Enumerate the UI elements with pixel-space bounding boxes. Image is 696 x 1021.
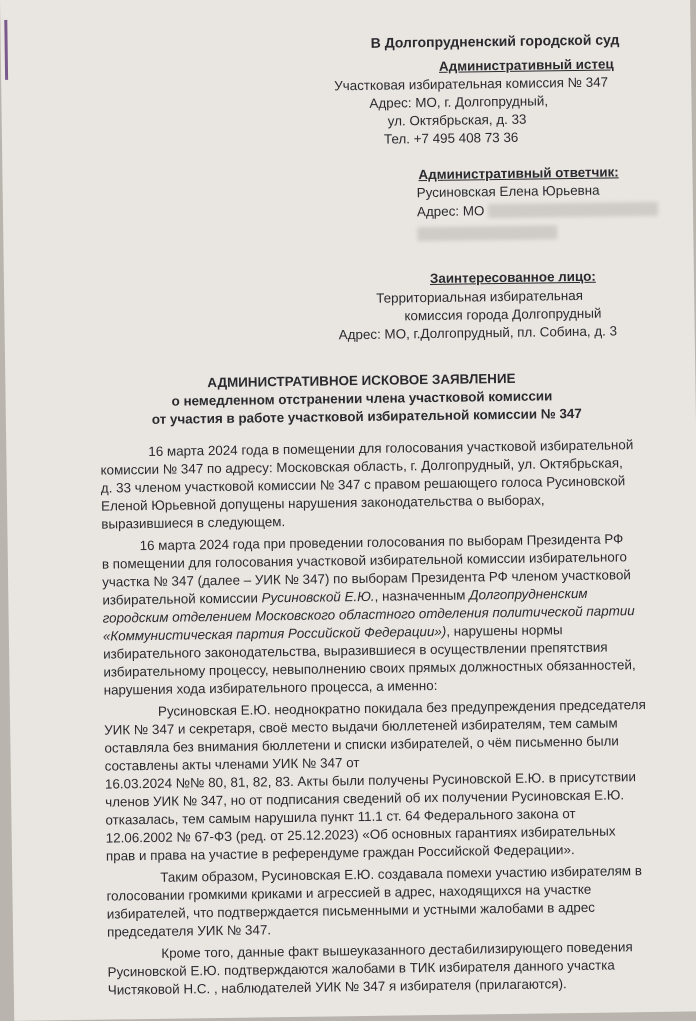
plaintiff-address-1: Адрес: МО, г. Долгопрудный, (369, 93, 549, 111)
doc-title: АДМИНИСТРАТИВНОЕ ИСКОВОЕ ЗАЯВЛЕНИЕ (207, 370, 516, 391)
plaintiff-phone: Тел. +7 495 408 73 36 (383, 129, 519, 147)
interested-name-1: Территориальная избирательная (376, 287, 584, 306)
p2-line-8: избирательному процессу, невыполнению своих прямых должностных обязанностей, (103, 657, 636, 680)
interested-name-2: комиссия города Долгопрудный (404, 305, 602, 324)
redacted-block (488, 202, 658, 218)
plaintiff-address-2: ул. Октябрьская, д. 33 (387, 111, 527, 129)
interested-label: Заинтересованное лицо: (429, 268, 596, 287)
margin-mark (4, 20, 8, 80)
p1-line-4: Еленой Юрьевной допущены нарушения законодательства о выборах, (100, 492, 545, 514)
p2-line-3: участка № 347 (далее – УИК № 347) по выборам Президента РФ членом участковой (102, 567, 631, 590)
p3-line-4: составлены акты членами УИК № 347 от (104, 755, 360, 774)
defendant-name: Русиновская Елена Юрьевна (416, 182, 600, 201)
court-name: В Долгопрудненский городской суд (370, 31, 620, 51)
p4-line-3: избирателей, что подтверждается письменными и устными жалобами в адрес (106, 899, 596, 922)
p3-line-9: прав и права на участие в референдуме граждан Российской Федерации». (105, 842, 575, 864)
p1-line-1: 16 марта 2024 года в помещении для голосования участковой избирательной (148, 437, 634, 459)
p2-line-9: нарушения хода избирательного процесса, а именно: (103, 677, 438, 698)
p3-line-1: Русиновская Е.Ю. неоднократно покидала без предупреждения председателя (157, 697, 646, 719)
p5-line-3: Чистяковой Н.С. , наблюдателей УИК № 347 я избирателя (прилагаются). (107, 976, 567, 998)
p2-line-6: «Коммунистическая партия Российской Федерации»), нарушены нормы (102, 622, 563, 644)
p2-line-1: 16 марта 2024 года при проведении голосования по выборам Президента РФ (139, 531, 624, 554)
p2-line-4: избирательной комиссии Русиновской Е.Ю., назначенным Долгопрудненским (102, 585, 588, 608)
p3-line-5: 16.03.2024 №№ 80, 81, 82, 83. Акты были получены Русиновской Е.Ю. в присутствии (104, 769, 637, 792)
p2-line-5: городским отделением Московского областного отделения политической партии (102, 603, 635, 626)
p3-line-7: отказалась, тем самым нарушила пункт 11.1 ст. 64 Федерального закона от (105, 806, 576, 828)
p4-line-4: председателя УИК № 347. (106, 922, 272, 940)
defendant-address: Адрес: МО (417, 201, 658, 220)
p1-line-5: выразившиеся в следующем. (101, 514, 286, 532)
plaintiff-label: Административный истец (438, 56, 614, 74)
p4-line-1: Таким образом, Русиновская Е.Ю. создавала помехи участию избирателям в (160, 863, 642, 885)
p2-line-7: избирательного законодательства, выразившиеся в осуществлении препятствия (103, 639, 608, 662)
doc-subtitle-2: от участия в работе участковой избирательной комиссии № 347 (151, 405, 582, 427)
interested-address: Адрес: МО, г.Долгопрудный, пл. Собина, д. 3 (338, 323, 618, 343)
p3-line-8: 12.06.2002 № 67-ФЗ (ред. от 25.12.2023) «Об основных гарантиях избирательных (105, 823, 616, 846)
p5-line-2: Русиновской Е.Ю. подтверждаются жалобами в ТИК избирателя данного участка (107, 957, 615, 980)
p4-line-2: голосовании громкими криками и агрессией в адрес, находящихся на участке (106, 881, 592, 904)
defendant-label: Административный ответчик: (418, 164, 619, 183)
p1-line-2: комиссии № 347 по адресу: Московская область, г. Долгопрудный, ул. Октябрьская, (100, 455, 623, 478)
plaintiff-name: Участковая избирательная комиссия № 347 (334, 74, 609, 94)
doc-subtitle-1: о немедленном отстранении члена участковой комиссии (171, 388, 553, 409)
p5-line-1: Кроме того, данные факт вышеуказанного дестабилизирующего поведения (161, 939, 633, 961)
p1-line-3: д. 33 членом участковой комиссии № 347 с правом решающего голоса Русиновской (100, 473, 626, 496)
p2-line-2: в помещении для голосования участковой избирательной комиссии избирательного (101, 549, 627, 572)
defendant-redacted-line (417, 224, 557, 242)
p3-line-3: оставляла без внимания бюллетени и списки избирателей, о чём письменно были (104, 733, 619, 756)
p3-line-6: членов УИК № 347, но от подписания сведений об их получении Русиновская Е.Ю. (105, 787, 625, 810)
p3-line-2: УИК № 347 и секретаря, своё место выдачи бюллетеней избирателям, тем самым (104, 715, 618, 738)
